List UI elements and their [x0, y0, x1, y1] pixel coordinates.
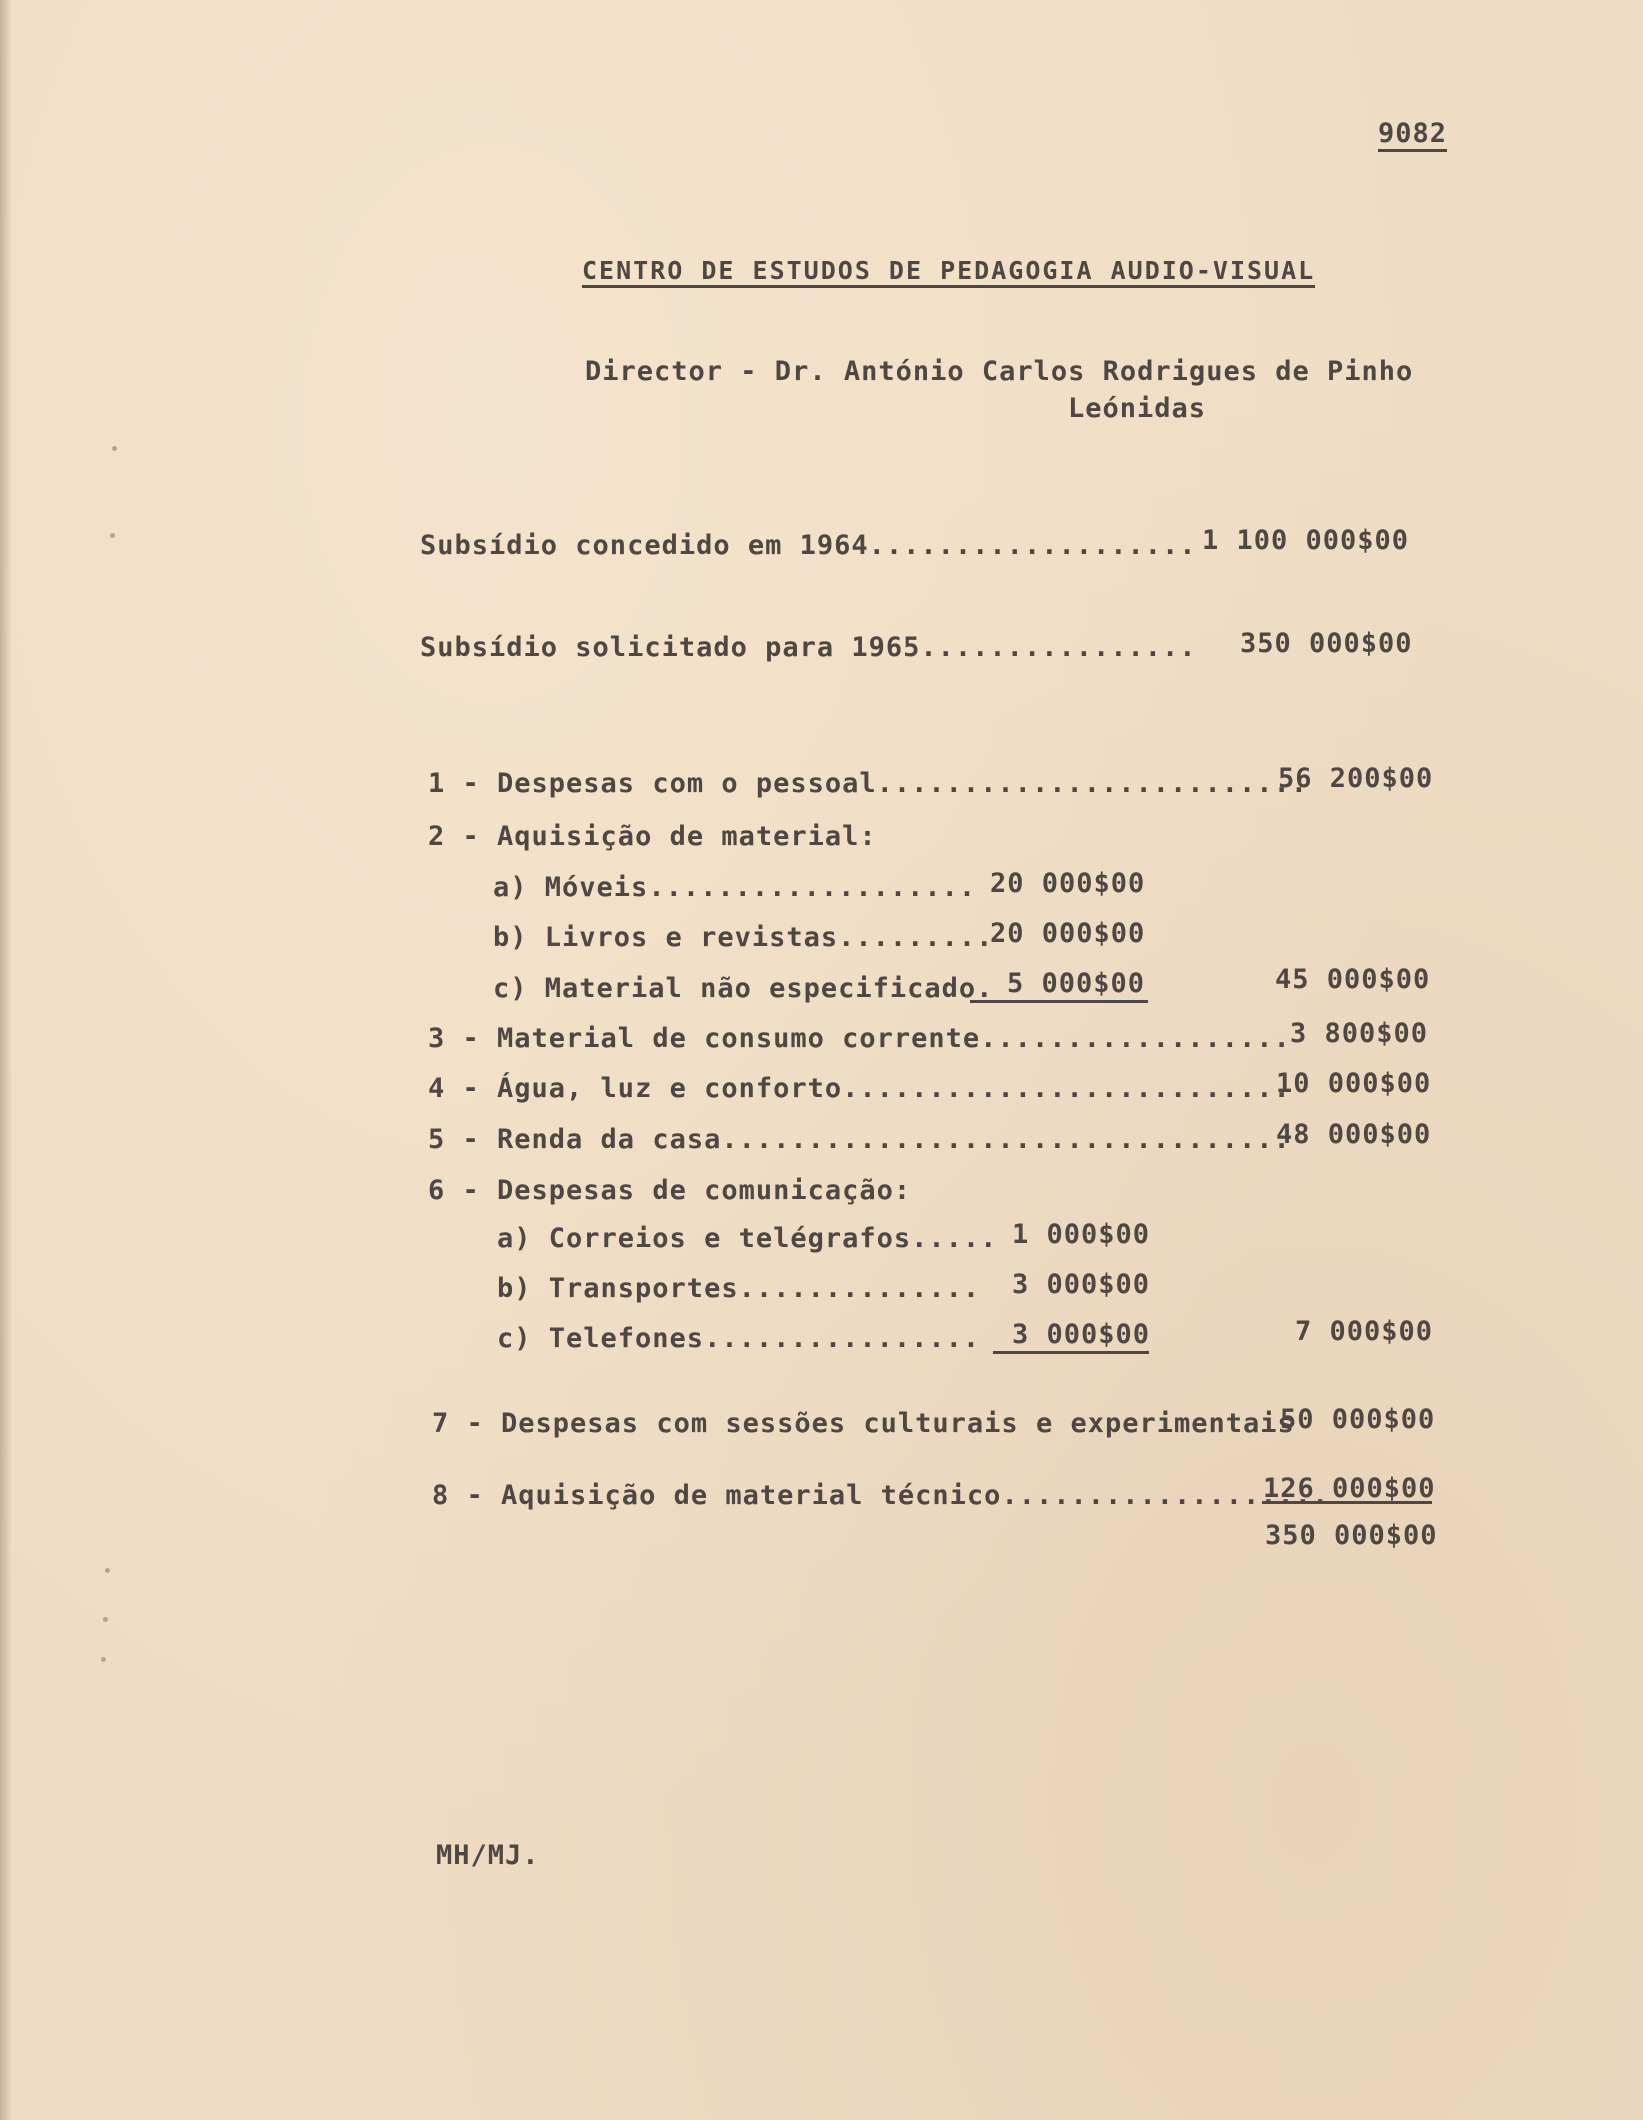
item-2-total: 45 000$00 — [1275, 964, 1431, 995]
grand-total: 350 000$00 — [1265, 1520, 1438, 1551]
item-6-total: 7 000$00 — [1295, 1316, 1434, 1347]
item-2c-amount: 5 000$00 — [1007, 968, 1146, 999]
subtotal-underline — [993, 1351, 1149, 1354]
item-2b-amount: 20 000$00 — [990, 918, 1146, 949]
item-8-label: 8 - Aquisição de material técnico................... — [432, 1480, 1330, 1511]
item-3-label: 3 - Material de consumo corrente.................. — [428, 1023, 1291, 1054]
item-2b-label: b) Livros e revistas......... — [493, 922, 994, 953]
item-3-amount: 3 800$00 — [1290, 1018, 1429, 1049]
subtotal-underline — [970, 1000, 1148, 1003]
item-5-amount: 48 000$00 — [1276, 1119, 1432, 1150]
paper-speck — [103, 1617, 108, 1622]
item-6-label: 6 - Despesas de comunicação: — [428, 1175, 912, 1206]
document-title: CENTRO DE ESTUDOS DE PEDAGOGIA AUDIO-VISUAL — [582, 258, 1315, 288]
item-6a-label: a) Correios e telégrafos..... — [497, 1223, 998, 1254]
item-5-label: 5 - Renda da casa................................. — [428, 1124, 1291, 1155]
item-4-label: 4 - Água, luz e conforto.......................... — [428, 1073, 1291, 1104]
item-1-amount: 56 200$00 — [1278, 763, 1434, 794]
director-line: Director - Dr. António Carlos Rodrigues de Pinho — [585, 356, 1414, 387]
item-8-amount: 126 000$00 — [1263, 1473, 1436, 1504]
item-7-label: 7 - Despesas com sessões culturais e experimentais — [432, 1408, 1295, 1439]
subsidy-1964-label: Subsídio concedido em 1964................... — [420, 530, 1197, 561]
item-1-label: 1 - Despesas com o pessoal......................... — [428, 768, 1309, 799]
item-2-label: 2 - Aquisição de material: — [428, 821, 877, 852]
page-edge-shadow — [0, 0, 12, 2120]
page-number: 9082 — [1378, 120, 1447, 152]
item-6b-label: b) Transportes.............. — [497, 1273, 981, 1304]
item-6a-amount: 1 000$00 — [1012, 1219, 1151, 1250]
subsidy-1964-amount: 1 100 000$00 — [1202, 525, 1410, 556]
subsidy-1965-amount: 350 000$00 — [1240, 628, 1413, 659]
director-surname: Leónidas — [1068, 393, 1207, 424]
paper-speck — [105, 1568, 110, 1573]
paper-speck — [110, 533, 115, 538]
item-6c-label: c) Telefones................ — [497, 1323, 981, 1354]
paper-speck — [112, 446, 117, 451]
item-2a-label: a) Móveis................... — [493, 872, 977, 903]
item-2c-label: c) Material não especificado. — [493, 973, 994, 1004]
item-2a-amount: 20 000$00 — [990, 868, 1146, 899]
item-7-amount: 50 000$00 — [1280, 1404, 1436, 1435]
paper-speck — [101, 1657, 106, 1662]
item-6b-amount: 3 000$00 — [1012, 1269, 1151, 1300]
item-4-amount: 10 000$00 — [1276, 1068, 1432, 1099]
subsidy-1965-label: Subsídio solicitado para 1965................ — [420, 632, 1197, 663]
total-underline — [1262, 1501, 1432, 1504]
typist-initials: MH/MJ. — [436, 1840, 540, 1871]
item-6c-amount: 3 000$00 — [1012, 1319, 1151, 1350]
